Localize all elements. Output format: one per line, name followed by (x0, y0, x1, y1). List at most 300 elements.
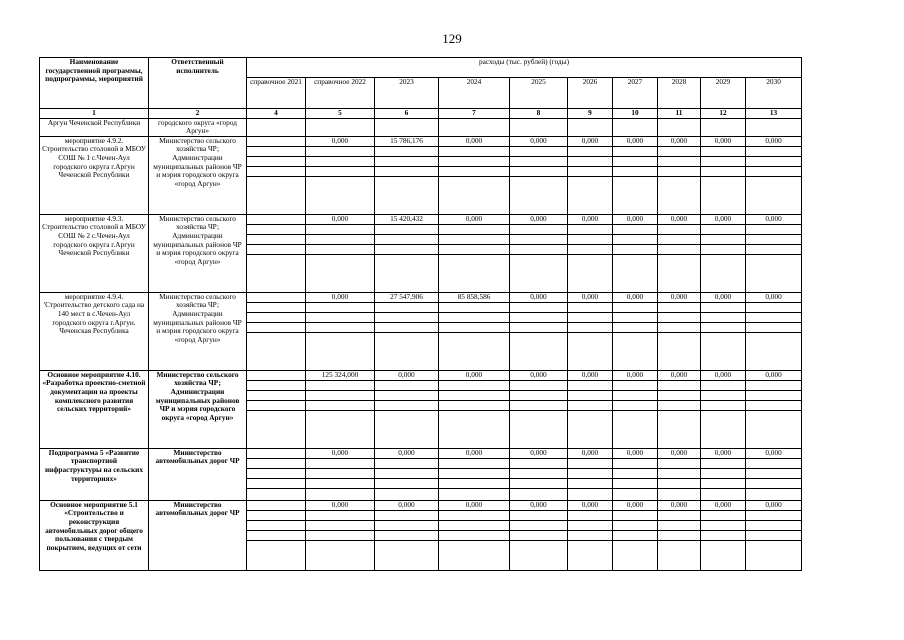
empty-cell (375, 400, 439, 410)
empty-cell (306, 146, 375, 156)
expense-value: 0,000 (510, 500, 568, 510)
header-year-1: справочное 2022 (306, 78, 375, 109)
empty-cell (613, 176, 658, 214)
expense-value: 0,000 (439, 136, 510, 146)
empty-cell (247, 166, 306, 176)
empty-cell (375, 302, 439, 312)
empty-cell (306, 510, 375, 520)
empty-cell (375, 530, 439, 540)
expense-value: 0,000 (375, 448, 439, 458)
empty-cell (510, 254, 568, 292)
expense-value: 0,000 (701, 448, 746, 458)
empty-cell (510, 146, 568, 156)
empty-cell (247, 146, 306, 156)
expense-value (247, 292, 306, 302)
empty-cell (510, 224, 568, 234)
table-body (40, 58, 802, 571)
expense-value: 0,000 (746, 500, 802, 510)
empty-cell (613, 322, 658, 332)
responsible-executor: Министерство сельского хозяйства ЧР; Администрации муниципальных районов ЧР и мэрия городского округа «город Аргун» (149, 136, 247, 214)
empty-cell (746, 520, 802, 530)
empty-cell (375, 244, 439, 254)
empty-cell (568, 224, 613, 234)
empty-cell (701, 540, 746, 570)
empty-cell (658, 458, 701, 468)
table-row (40, 370, 802, 380)
empty-cell (746, 244, 802, 254)
empty-cell (375, 510, 439, 520)
empty-cell (439, 540, 510, 570)
empty-cell (510, 540, 568, 570)
program-name: мероприятие 4.9.2. Строительство столовой в МБОУ СОШ № 1 с.Чечен-Аул городского округа г.Аргун Чеченской Республики (40, 136, 149, 214)
empty-cell (613, 156, 658, 166)
empty-cell (375, 478, 439, 488)
empty-cell (306, 302, 375, 312)
empty-cell (658, 390, 701, 400)
expense-value: 0,000 (746, 136, 802, 146)
empty-cell (375, 254, 439, 292)
empty-cell (568, 488, 613, 500)
empty-cell (510, 332, 568, 370)
empty-cell (306, 312, 375, 322)
column-index-2: 4 (247, 109, 306, 119)
empty-cell (568, 390, 613, 400)
empty-cell (658, 410, 701, 448)
expense-value: 0,000 (658, 448, 701, 458)
responsible-executor: Министерство сельского хозяйства ЧР; Администрации муниципальных районов ЧР и мэрия городского округа «город Аргун» (149, 370, 247, 448)
empty-cell (568, 146, 613, 156)
empty-cell (746, 478, 802, 488)
empty-cell (247, 224, 306, 234)
empty-cell (439, 224, 510, 234)
header-year-0: справочное 2021 (247, 78, 306, 109)
empty-cell (746, 322, 802, 332)
empty-cell (658, 468, 701, 478)
expense-value: 0,000 (658, 214, 701, 224)
empty-cell (375, 488, 439, 500)
column-index-3: 5 (306, 109, 375, 119)
empty-cell (510, 312, 568, 322)
empty-cell (746, 410, 802, 448)
empty-cell (658, 520, 701, 530)
expense-value: 0,000 (701, 370, 746, 380)
empty-cell (510, 488, 568, 500)
empty-cell (658, 400, 701, 410)
empty-cell (613, 520, 658, 530)
empty-cell (613, 146, 658, 156)
empty-cell (746, 332, 802, 370)
empty-cell (701, 478, 746, 488)
empty-cell (701, 234, 746, 244)
empty-cell (306, 234, 375, 244)
empty-cell (568, 410, 613, 448)
empty-cell (306, 458, 375, 468)
empty-cell (701, 176, 746, 214)
empty-cell (439, 166, 510, 176)
header-year-4: 2025 (510, 78, 568, 109)
empty-cell (701, 156, 746, 166)
empty-cell (746, 166, 802, 176)
expense-value: 0,000 (510, 214, 568, 224)
empty-cell (306, 332, 375, 370)
expense-value: 0,000 (510, 448, 568, 458)
empty-cell (568, 380, 613, 390)
expense-value: 0,000 (306, 292, 375, 302)
expense-value: 0,000 (306, 500, 375, 510)
empty-cell (658, 380, 701, 390)
empty-cell (568, 478, 613, 488)
expense-value: 0,000 (658, 500, 701, 510)
empty-cell (658, 478, 701, 488)
empty-cell (247, 332, 306, 370)
expense-value: 0,000 (306, 214, 375, 224)
empty-cell (510, 302, 568, 312)
empty-cell (247, 458, 306, 468)
empty-cell (439, 146, 510, 156)
expense-value: 0,000 (746, 214, 802, 224)
expense-value: 0,000 (568, 500, 613, 510)
empty-cell (701, 488, 746, 500)
empty-cell (658, 302, 701, 312)
empty-cell (613, 468, 658, 478)
empty-cell (510, 478, 568, 488)
header-year-5: 2026 (568, 78, 613, 109)
empty-cell (701, 254, 746, 292)
empty-cell (375, 390, 439, 400)
empty-cell (510, 400, 568, 410)
empty-cell (701, 380, 746, 390)
header-expenses: расходы (тыс. рублей) (годы) (247, 58, 802, 78)
continuation-name: Аргун Чеченской Республики (40, 118, 149, 136)
column-index-6: 8 (510, 109, 568, 119)
empty-cell (658, 166, 701, 176)
expense-value: 0,000 (375, 500, 439, 510)
empty-cell (568, 520, 613, 530)
empty-cell (247, 312, 306, 322)
empty-cell (247, 390, 306, 400)
column-index-9: 11 (658, 109, 701, 119)
empty-cell (613, 478, 658, 488)
expense-value: 0,000 (568, 136, 613, 146)
budget-table (39, 57, 802, 571)
expense-value: 0,000 (510, 292, 568, 302)
program-name: Основное мероприятие 4.10. «Разработка проектно-сметной документации на проекты комплексного развития сельских территорий» (40, 370, 149, 448)
header-year-8: 2029 (701, 78, 746, 109)
program-name: мероприятие 4.9.4. 'Строительство детского сада на 140 мест в с.Чечен-Аул городского округа г.Аргун. Чеченская Республика (40, 292, 149, 370)
empty-cell (247, 540, 306, 570)
expense-value: 0,000 (439, 214, 510, 224)
empty-cell (247, 254, 306, 292)
empty-cell (568, 510, 613, 520)
empty-cell (247, 400, 306, 410)
column-index-4: 6 (375, 109, 439, 119)
empty-cell (510, 244, 568, 254)
empty-cell (746, 312, 802, 322)
empty-cell (375, 176, 439, 214)
empty-cell (510, 166, 568, 176)
empty-cell (375, 234, 439, 244)
program-name: мероприятие 4.9.3. Строительство столовой в МБОУ СОШ № 2 с.Чечен-Аул городского округа г.Аргун Чеченской Республики (40, 214, 149, 292)
empty-cell (746, 156, 802, 166)
header-year-9: 2030 (746, 78, 802, 109)
empty-cell (439, 488, 510, 500)
table-row (40, 292, 802, 302)
empty-cell (658, 224, 701, 234)
column-index-1: 2 (149, 109, 247, 119)
continuation-executor: городского округа «город Аргун» (149, 118, 247, 136)
empty-cell (306, 488, 375, 500)
empty-cell (701, 400, 746, 410)
empty-cell (306, 176, 375, 214)
empty-cell (746, 390, 802, 400)
empty-cell (306, 530, 375, 540)
responsible-executor: Министерство автомобильных дорог ЧР (149, 448, 247, 500)
empty-cell (375, 166, 439, 176)
empty-cell (701, 224, 746, 234)
empty-cell (439, 380, 510, 390)
empty-cell (701, 244, 746, 254)
empty-cell (701, 468, 746, 478)
empty-cell (658, 530, 701, 540)
responsible-executor: Министерство сельского хозяйства ЧР; Администрации муниципальных районов ЧР и мэрия городского округа «город Аргун» (149, 214, 247, 292)
empty-cell (439, 410, 510, 448)
empty-cell (568, 540, 613, 570)
expense-value: 0,000 (658, 292, 701, 302)
empty-cell (375, 520, 439, 530)
empty-cell (701, 458, 746, 468)
empty-cell (568, 176, 613, 214)
empty-cell (306, 380, 375, 390)
header-year-7: 2028 (658, 78, 701, 109)
empty-cell (613, 332, 658, 370)
empty-cell (375, 410, 439, 448)
empty-cell (439, 156, 510, 166)
empty-cell (439, 244, 510, 254)
empty-cell (510, 468, 568, 478)
empty-cell (306, 520, 375, 530)
empty-cell (439, 302, 510, 312)
empty-cell (306, 224, 375, 234)
empty-cell (439, 322, 510, 332)
empty-cell (746, 146, 802, 156)
empty-cell (658, 540, 701, 570)
empty-cell (568, 234, 613, 244)
empty-cell (658, 510, 701, 520)
continuation-row (40, 118, 802, 136)
header-year-6: 2027 (613, 78, 658, 109)
empty-cell (510, 510, 568, 520)
empty-cell (439, 458, 510, 468)
expense-value: 0,000 (439, 370, 510, 380)
expense-value: 0,000 (701, 500, 746, 510)
empty-cell (568, 302, 613, 312)
empty-cell (658, 146, 701, 156)
empty-cell (306, 156, 375, 166)
empty-cell (746, 510, 802, 520)
table-row (40, 500, 802, 510)
expense-value: 0,000 (568, 370, 613, 380)
empty-cell (375, 156, 439, 166)
expense-value: 0,000 (510, 370, 568, 380)
empty-cell (375, 458, 439, 468)
empty-cell (375, 322, 439, 332)
expense-value (247, 370, 306, 380)
empty-cell (247, 478, 306, 488)
empty-cell (306, 322, 375, 332)
empty-cell (746, 530, 802, 540)
empty-cell (439, 468, 510, 478)
empty-cell (439, 520, 510, 530)
empty-cell (613, 234, 658, 244)
empty-cell (658, 488, 701, 500)
empty-cell (439, 234, 510, 244)
expense-value: 0,000 (510, 136, 568, 146)
expense-value: 0,000 (658, 370, 701, 380)
expense-value (247, 214, 306, 224)
empty-cell (439, 254, 510, 292)
responsible-executor: Министерство сельского хозяйства ЧР; Администрации муниципальных районов ЧР и мэрия городского округа «город Аргун» (149, 292, 247, 370)
empty-cell (247, 520, 306, 530)
empty-cell (306, 166, 375, 176)
empty-cell (247, 176, 306, 214)
program-name: Подпрограмма 5 «Развитие транспортной инфраструктуры на сельских территориях» (40, 448, 149, 500)
expense-value: 125 324,000 (306, 370, 375, 380)
empty-cell (701, 166, 746, 176)
empty-cell (306, 244, 375, 254)
expense-value: 0,000 (746, 370, 802, 380)
column-index-0: 1 (40, 109, 149, 119)
empty-cell (701, 146, 746, 156)
empty-cell (658, 254, 701, 292)
empty-cell (568, 244, 613, 254)
expense-value: 0,000 (375, 370, 439, 380)
empty-cell (306, 468, 375, 478)
expense-value: 0,000 (746, 292, 802, 302)
empty-cell (746, 234, 802, 244)
empty-cell (613, 254, 658, 292)
empty-cell (306, 390, 375, 400)
empty-cell (746, 224, 802, 234)
empty-cell (568, 312, 613, 322)
empty-cell (613, 458, 658, 468)
empty-cell (613, 380, 658, 390)
empty-cell (701, 520, 746, 530)
empty-cell (658, 234, 701, 244)
empty-cell (375, 468, 439, 478)
empty-cell (658, 312, 701, 322)
empty-cell (746, 540, 802, 570)
empty-cell (510, 530, 568, 540)
expense-value: 0,000 (306, 136, 375, 146)
column-index-11: 13 (746, 109, 802, 119)
empty-cell (375, 332, 439, 370)
empty-cell (510, 176, 568, 214)
expense-value: 0,000 (439, 448, 510, 458)
empty-cell (701, 510, 746, 520)
empty-cell (658, 244, 701, 254)
expense-value (247, 448, 306, 458)
expense-value (247, 500, 306, 510)
empty-cell (510, 410, 568, 448)
expense-value: 0,000 (568, 214, 613, 224)
page-number: 129 (442, 31, 462, 46)
empty-cell (510, 156, 568, 166)
column-index-8: 10 (613, 109, 658, 119)
empty-cell (613, 540, 658, 570)
empty-cell (658, 332, 701, 370)
empty-cell (306, 400, 375, 410)
empty-cell (439, 510, 510, 520)
empty-cell (439, 176, 510, 214)
empty-cell (613, 510, 658, 520)
table-row (40, 136, 802, 146)
empty-cell (247, 410, 306, 448)
empty-cell (658, 156, 701, 166)
empty-cell (247, 468, 306, 478)
empty-cell (306, 254, 375, 292)
empty-cell (439, 400, 510, 410)
expense-value: 0,000 (701, 214, 746, 224)
empty-cell (568, 400, 613, 410)
empty-cell (701, 302, 746, 312)
expense-value: 0,000 (658, 136, 701, 146)
empty-cell (568, 254, 613, 292)
empty-cell (510, 520, 568, 530)
empty-cell (746, 468, 802, 478)
empty-cell (701, 332, 746, 370)
expense-value: 0,000 (746, 448, 802, 458)
expense-value: 0,000 (701, 136, 746, 146)
empty-cell (510, 234, 568, 244)
empty-cell (247, 156, 306, 166)
empty-cell (746, 458, 802, 468)
empty-cell (746, 400, 802, 410)
empty-cell (568, 468, 613, 478)
expense-value (247, 136, 306, 146)
program-name: Основное мероприятие 5.1 «Строительство и реконструкция автомобильных дорог общего пользования с твердым покрытием, ведущих от сети (40, 500, 149, 570)
empty-cell (568, 530, 613, 540)
expense-value: 27 547,906 (375, 292, 439, 302)
expense-value: 0,000 (613, 500, 658, 510)
column-index-row (40, 109, 802, 119)
empty-cell (701, 530, 746, 540)
expense-value: 0,000 (613, 136, 658, 146)
empty-cell (439, 332, 510, 370)
empty-cell (701, 312, 746, 322)
expense-value: 0,000 (568, 292, 613, 302)
expense-value: 0,000 (613, 292, 658, 302)
expense-value: 15 786,176 (375, 136, 439, 146)
header-name: Наименование государственной программы, подпрограммы, мероприятий (40, 58, 149, 109)
empty-cell (306, 410, 375, 448)
empty-cell (701, 410, 746, 448)
empty-cell (247, 530, 306, 540)
empty-cell (439, 530, 510, 540)
empty-cell (375, 224, 439, 234)
empty-cell (375, 540, 439, 570)
empty-cell (510, 380, 568, 390)
empty-cell (613, 400, 658, 410)
column-index-7: 9 (568, 109, 613, 119)
empty-cell (568, 166, 613, 176)
table-row (40, 448, 802, 458)
empty-cell (306, 478, 375, 488)
empty-cell (247, 510, 306, 520)
expense-value: 0,000 (701, 292, 746, 302)
empty-cell (613, 390, 658, 400)
expense-value: 0,000 (439, 500, 510, 510)
empty-cell (306, 540, 375, 570)
